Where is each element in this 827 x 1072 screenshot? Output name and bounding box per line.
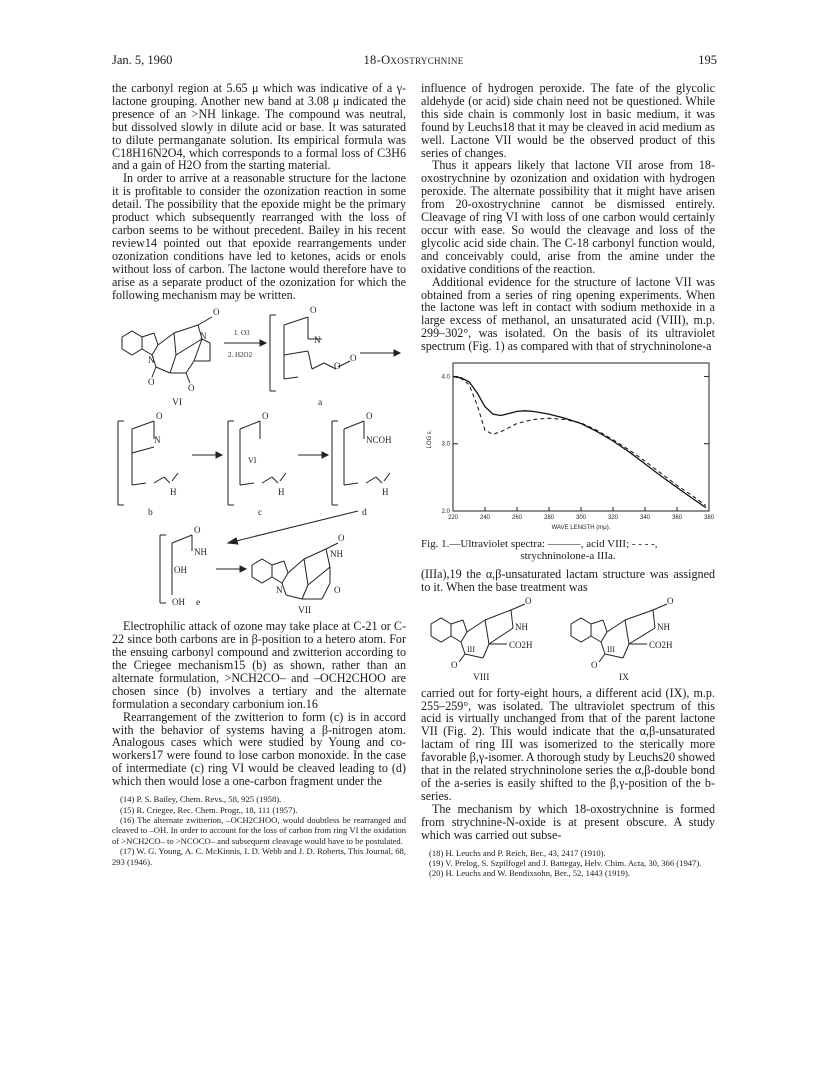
vii-indole-n: N xyxy=(276,585,283,596)
ix-acid: CO2H xyxy=(649,639,673,650)
figure-1-caption-line-2: strychninolone-a IIIa. xyxy=(520,549,616,562)
vi-carbonyl-o: O xyxy=(213,307,220,318)
x-tick-label: 300 xyxy=(575,515,587,522)
d-formamide: NCOH xyxy=(366,435,392,446)
right-references xyxy=(421,848,715,879)
left-paragraph-1: the carbonyl region at 5.65 μ which was indicative of a γ-lactone grouping. Another new band at 3.08 μ indicated the presence of an >NH linkage. The compound was neutral, but dissolved slowly in dilute acid or base. It was saturated to dilute permanganate solution. Its empirical formula was C18H16N2O4, which corresponds to a formal loss of C3H6 and a gain of H2O from the starting material. xyxy=(112,81,406,173)
viii-ring-iii: III xyxy=(467,644,475,654)
d-carbonyl-o: O xyxy=(366,411,373,422)
structures-viii-ix-drawing xyxy=(421,596,715,682)
vii-amide-nh: NH xyxy=(330,549,343,560)
x-tick-label: 220 xyxy=(447,515,459,522)
reference-14: (14) P. S. Bailey, Chem. Revs., 58, 925 (1958). xyxy=(120,794,282,805)
e-terminal-oh: OH xyxy=(172,597,185,608)
reference-15: (15) R. Criegee, Rec. Chem. Progr., 18, 111 (1957). xyxy=(120,804,298,815)
reference-20: (20) H. Leuchs and W. Bendixsohn, Ber., 52, 1443 (1919). xyxy=(429,868,630,879)
e-carbonyl-o: O xyxy=(194,525,201,536)
label-a: a xyxy=(318,398,323,409)
right-paragraph-1: influence of hydrogen peroxide. The fate of the glycolic aldehyde (or acid) side chain need not be questioned. While this side chain is commonly lost in basic medium, it was found by Leuchs18 that it may be cleaved in acid medium as well. Lactone VII would be the observed product of this series of changes. xyxy=(421,81,715,160)
right-paragraph-2: Thus it appears likely that lactone VII arose from 18-oxostrychnine by ozonization and oxidation with hydrogen peroxide. The alternate possibility that it might have arisen from 20-oxostrychnine cannot be dismissed entirely. Cleavage of ring VI with loss of one carbon would certainly occur with ease. So would the cleavage and loss of the glycolic acid side chain. The C-18 carbonyl function would, and conceivably could, arise from the amine under the oxidative conditions of the reaction. xyxy=(421,158,715,276)
x-tick-label: 380 xyxy=(703,515,715,522)
label-c: c xyxy=(258,508,263,519)
label-b: b xyxy=(148,508,153,519)
running-title: 18-Oxostrychnine xyxy=(363,53,464,67)
label-vi: VI xyxy=(172,398,183,409)
right-paragraph-5: carried out for forty-eight hours, a different acid (IX), m.p. 255–259°, was isolated. The ultraviolet spectrum of this acid is virtually unchanged from that of the parent lactone VII (Fig. 2). This would indicate that the α,β-unsaturated lactam of ring III was isomerized to the sterically more favorable β,γ-isomer. A thorough study by Leuchs20 showed that in the related strychninolone series the α,β-double bond of the a-series is easily shifted to the β,γ-position of the b-series. xyxy=(421,685,715,803)
left-references xyxy=(112,794,406,867)
x-tick-label: 260 xyxy=(511,515,523,522)
left-paragraph-3: Electrophilic attack of ozone may take place at C-21 or C-22 since both carbons are in β-position to a hetero atom. For the ensuing carbonyl compound and zwitterion according to the Criegee mechanism15 (b) as shown, rather than an alternate formulation, >NCH2CO– and –OCH2CHOO are chosen since (b) involves a tertiary and the alternate formulation a secondary carbonium ion.16 xyxy=(112,619,406,711)
viii-amide-nh: NH xyxy=(515,621,528,632)
figure-1-caption-line-1: Fig. 1.—Ultraviolet spectra: ———, acid VIII; - - - -, xyxy=(421,537,658,550)
reagent-step-1: 1. O3 xyxy=(234,329,250,338)
plot-frame xyxy=(453,363,709,511)
series-line-acid-viii xyxy=(453,377,706,508)
uv-spectrum-chart xyxy=(421,355,715,531)
reaction-scheme-drawing xyxy=(112,303,406,615)
vii-carbonyl-o: O xyxy=(338,533,345,544)
x-axis-label: WAVE LENGTH (mμ). xyxy=(551,525,611,532)
viii-carbonyl-o: O xyxy=(525,595,532,606)
right-paragraph-4: (IIIa),19 the α,β-unsaturated lactam structure was assigned to it. When the base treatment was xyxy=(421,566,715,594)
x-tick-label: 280 xyxy=(543,515,555,522)
label-viii: VIII xyxy=(473,672,490,682)
right-column xyxy=(421,82,715,879)
vii-lactone-o: O xyxy=(334,585,341,596)
vi-indole-n: N xyxy=(148,355,155,366)
vi-lactam-o: O xyxy=(148,377,155,388)
vi-nitrogen: N xyxy=(200,331,207,342)
ix-amide-nh: NH xyxy=(657,621,670,632)
running-date: Jan. 5, 1960 xyxy=(112,53,173,67)
a-peroxy-o: O xyxy=(334,361,341,372)
uv-spectrum-figure xyxy=(421,355,715,534)
reaction-scheme xyxy=(112,303,406,618)
figure-1-caption xyxy=(421,538,715,562)
y-tick-label: 4.0 xyxy=(441,374,450,381)
a-carbonyl-o: O xyxy=(310,305,317,316)
series-line-strychninolone-a xyxy=(453,377,706,506)
a-terminal-o: O xyxy=(350,353,357,364)
ix-carbonyl-o: O xyxy=(667,595,674,606)
c-carbonyl-o: O xyxy=(262,411,269,422)
x-tick-label: 240 xyxy=(479,515,491,522)
reagent-step-2: 2. H2O2 xyxy=(228,351,253,360)
x-tick-label: 340 xyxy=(639,515,651,522)
right-paragraph-3: Additional evidence for the structure of lactone VII was obtained from a series of ring opening experiments. When the lactone was left in contact with sodium methoxide in a large excess of methanol, an unsaturated acid (VIII), m.p. 299–302°, was isolated. On the basis of its ultraviolet spectrum (Fig. 1) as compared with that of strychninolone-a xyxy=(421,274,715,354)
ix-ring-iii: III xyxy=(607,644,615,654)
viii-acid: CO2H xyxy=(509,639,533,650)
c-aldehyde-h: H xyxy=(278,487,285,498)
b-carbonyl-o: O xyxy=(156,411,163,422)
x-tick-label: 320 xyxy=(607,515,619,522)
reference-16: (16) The alternate zwitterion, –OCH2CHOO, would doubtless be rearranged and cleaved to –OH. In order to account for the loss of carbon from ring VI the oxidation of >NCH2CO– to >NCOCO– and subsequent cleavage would have to be postulated. xyxy=(112,814,406,846)
y-axis-label: LOG ε. xyxy=(427,429,433,449)
right-paragraph-6: The mechanism by which 18-oxostrychnine is formed from strychnine-N-oxide is at present obscure. A study which was carried out subse- xyxy=(421,801,715,842)
left-paragraph-4: Rearrangement of the zwitterion to form (c) is in accord with the behavior of systems having a β-nitrogen atom. Analogous cases which were studied by Young and co-workers17 were found to lose carbon monoxide. In the case of intermediate (c) ring VI would be cleaved leading to (d) which then would lose a one-carbon fragment under the xyxy=(112,709,406,789)
x-tick-label: 360 xyxy=(671,515,683,522)
vi-ether-o: O xyxy=(188,383,195,394)
b-nitrogen: N xyxy=(154,435,161,446)
d-aldehyde-h: H xyxy=(382,487,389,498)
c-ring-vi: VI xyxy=(248,456,257,466)
label-d: d xyxy=(362,508,367,519)
y-tick-label: 2.0 xyxy=(441,509,450,516)
a-nitrogen: N xyxy=(314,335,321,346)
b-aldehyde-h: H xyxy=(170,487,177,498)
label-ix: IX xyxy=(619,672,630,682)
page-number: 195 xyxy=(698,53,717,67)
reference-19: (19) V. Prelog, S. Szpilfogel and J. Battegay, Helv. Chim. Acta, 30, 366 (1947). xyxy=(429,857,702,868)
reference-17: (17) W. G. Young, A. C. McKinnis, I. D. Webb and J. D. Roberts, This Journal, 68, 293 (1946). xyxy=(112,846,406,867)
label-vii: VII xyxy=(298,606,312,616)
e-amide-nh: NH xyxy=(194,547,207,558)
ix-lactam-o: O xyxy=(591,659,598,670)
structures-viii-ix xyxy=(421,596,715,685)
left-column xyxy=(112,82,406,867)
label-e: e xyxy=(196,598,201,609)
reference-18: (18) H. Leuchs and P. Reich, Ber., 43, 2417 (1910). xyxy=(429,847,606,858)
left-paragraph-2: In order to arrive at a reasonable structure for the lactone it is profitable to consider the ozonization reaction in some detail. The possibility that the epoxide might be the primary product which subsequently rearranged with the loss of carbon seems to be without precedent. Bailey in his recent review14 pointed out that epoxide rearrangements under ozonization conditions have led to ketones, acids or enols without loss of carbon. The lactone would therefore have to arise as a separate product of the ozonization for which the following mechanism may be written. xyxy=(112,171,406,302)
y-tick-label: 3.0 xyxy=(441,441,450,448)
e-hydroxyl: OH xyxy=(174,565,187,576)
viii-lactam-o: O xyxy=(451,659,458,670)
